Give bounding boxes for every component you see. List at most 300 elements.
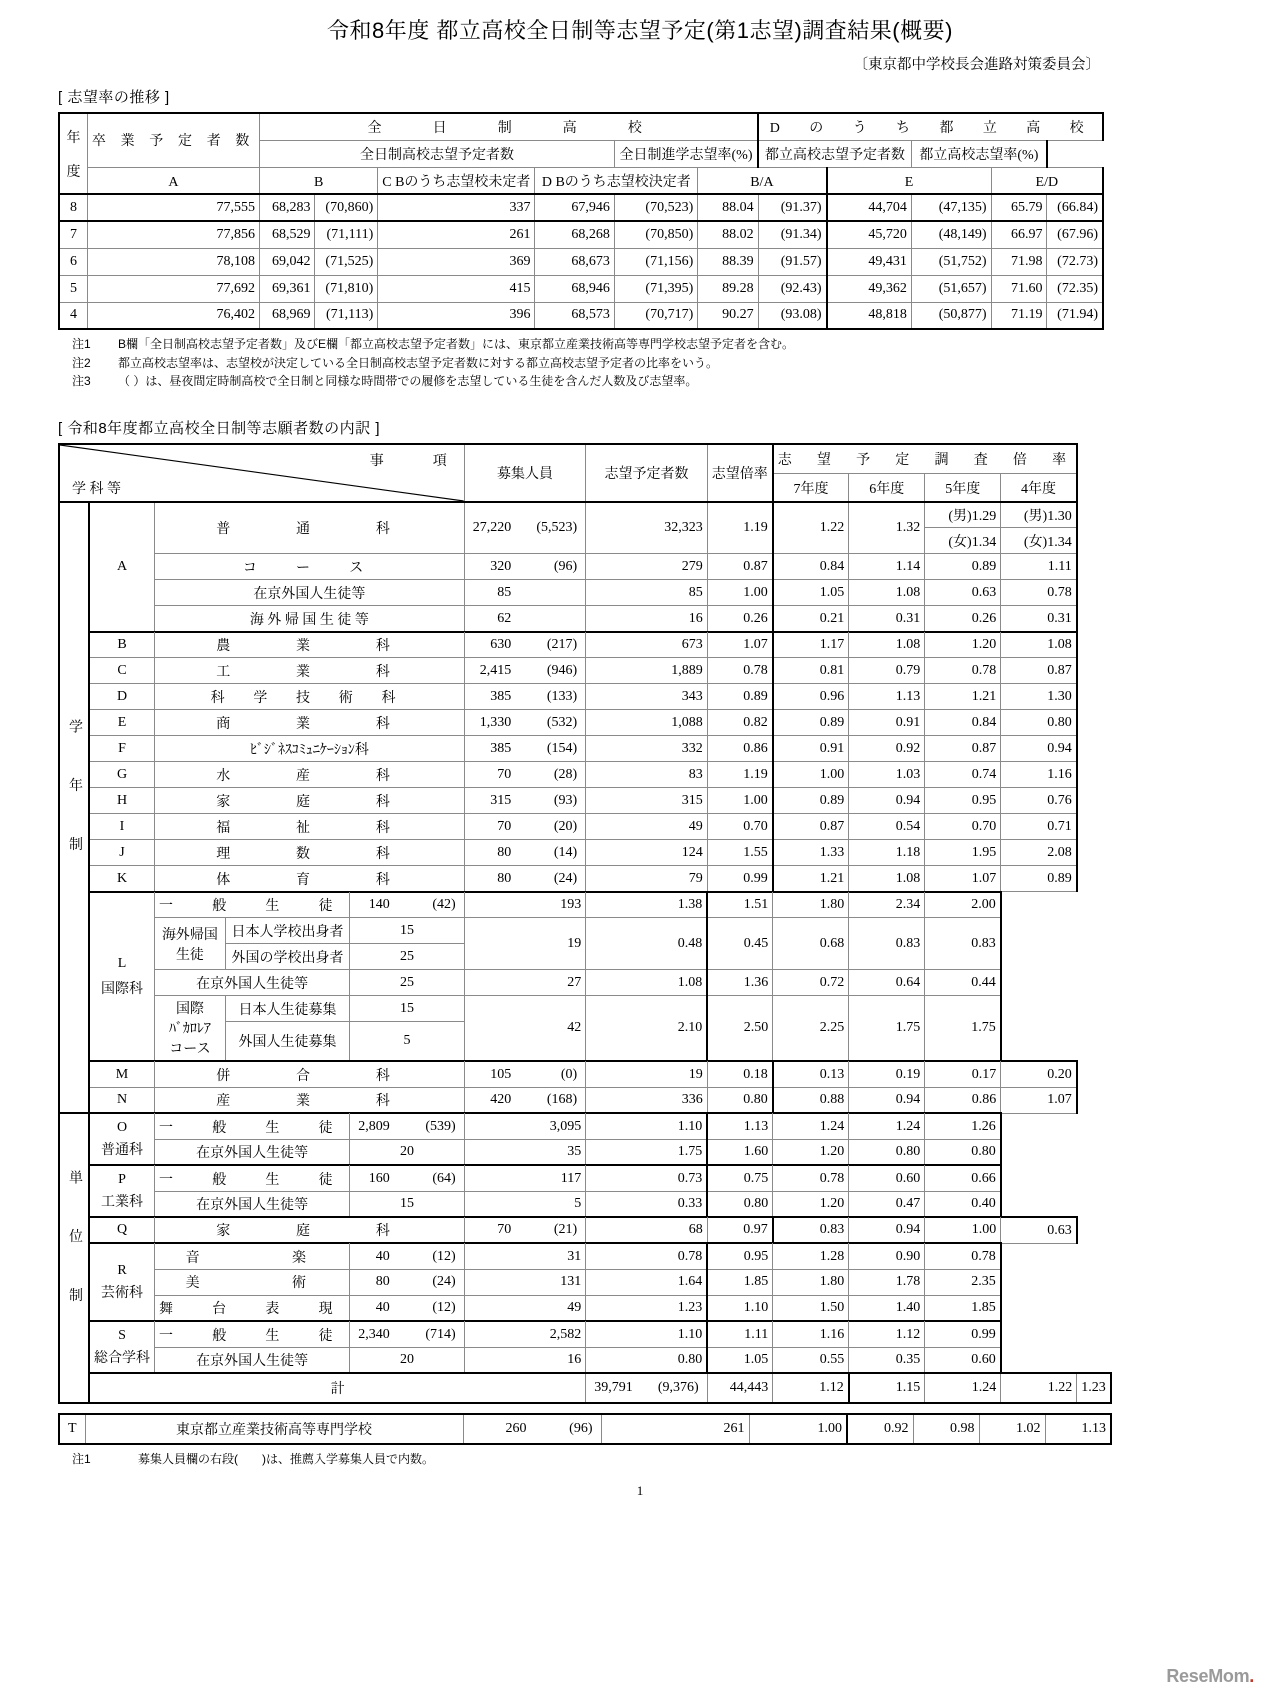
cell-y6: 1.16 — [773, 1321, 849, 1347]
cell-y6: 1.28 — [773, 1243, 849, 1269]
cell-y6: 1.24 — [773, 1113, 849, 1139]
note-item — [72, 1450, 1280, 1467]
cell-bai: 1.64 — [586, 1269, 708, 1295]
cell-shibou: 332 — [586, 736, 708, 762]
cell-b: 69,042 — [260, 248, 315, 275]
cell-y5: 0.26 — [925, 606, 1001, 632]
cell-sub: 一 般 生 徒 — [155, 1321, 350, 1347]
cell-shibou: 44,443 — [707, 1373, 773, 1403]
cell-y7: 0.89 — [773, 788, 849, 814]
cell-y4: 0.78 — [925, 1243, 1001, 1269]
cell-ed-paren: (72.35) — [1047, 275, 1103, 302]
cell-sub: 音 楽 — [155, 1243, 350, 1269]
cell-y7: 1.36 — [707, 970, 773, 996]
cell-y4: 1.75 — [925, 996, 1001, 1062]
th-shibou-yotei: 志望予定者数 — [604, 466, 689, 482]
cell-bai: 1.00 — [707, 580, 773, 606]
note-number: 注2 — [72, 355, 91, 370]
cell-y5: 1.07 — [925, 866, 1001, 892]
cell-y5: 0.60 — [849, 1165, 925, 1191]
cell-code: O 普通科 — [89, 1113, 155, 1165]
cell-bai: 0.18 — [707, 1061, 773, 1087]
cell-boshu: 40 (12) — [350, 1243, 465, 1269]
cell-year: 5 — [59, 275, 87, 302]
cell-y6: 0.91 — [849, 710, 925, 736]
cell-y4: 0.44 — [925, 970, 1001, 996]
cell-y6: 1.08 — [849, 580, 925, 606]
th-jikou: 事 項 — [369, 453, 454, 469]
cell-y5: 1.40 — [849, 1295, 925, 1321]
cell-y5-male: (男)1.29 — [925, 502, 1001, 528]
cell-y7: 0.88 — [773, 1087, 849, 1113]
table-row — [59, 221, 1103, 248]
cell-boshu: 62 — [464, 606, 586, 632]
cell-dept: 併 合 科 — [155, 1061, 465, 1087]
th-code-e: E — [904, 175, 914, 190]
cell-shibou: 261 — [601, 1414, 749, 1444]
cell-boshu: 39,791 (9,376) — [586, 1373, 708, 1403]
cell-y7: 1.13 — [707, 1113, 773, 1139]
cell-y4: 0.20 — [1001, 1061, 1077, 1087]
cell-ba: 88.02 — [698, 221, 758, 248]
cell-dept: 家 庭 科 — [155, 788, 465, 814]
table-row — [59, 194, 1103, 221]
cell-shibou: 1,889 — [586, 658, 708, 684]
cell-y4: 1.30 — [1001, 684, 1077, 710]
th-zennichi-group: 全 日 制 高 校 — [367, 120, 650, 136]
cell-code: M — [89, 1061, 155, 1087]
cell-e-paren: (51,752) — [911, 248, 991, 275]
cell-bai: 1.55 — [707, 840, 773, 866]
cell-dept: 体 育 科 — [155, 866, 465, 892]
cell-y7: 1.11 — [707, 1321, 773, 1347]
cell-bai: 1.19 — [707, 762, 773, 788]
cell-y6: 0.92 — [849, 736, 925, 762]
cell-ba-paren: (93.08) — [758, 302, 826, 329]
cell-y6: 1.20 — [773, 1191, 849, 1217]
cell-ed: 66.97 — [991, 221, 1047, 248]
cell-sub: 在京外国人生徒等 — [155, 970, 350, 996]
cell-c: 261 — [378, 221, 535, 248]
cell-y7: 1.22 — [773, 502, 849, 554]
cell-year: 8 — [59, 194, 87, 221]
cell-y6: 1.14 — [849, 554, 925, 580]
cell-d: 68,268 — [535, 221, 614, 248]
cell-y4: 1.07 — [1001, 1087, 1077, 1113]
cell-d-paren: (71,156) — [614, 248, 697, 275]
cell-b-paren: (71,810) — [315, 275, 378, 302]
cell-y5: 0.89 — [925, 554, 1001, 580]
cell-y6: 0.98 — [913, 1414, 979, 1444]
cell-boshu: 385 (154) — [464, 736, 586, 762]
cell-code: B — [89, 632, 155, 658]
cell-y5: 0.70 — [925, 814, 1001, 840]
kosen-row-table — [58, 1413, 1112, 1445]
cell-bai: 1.10 — [586, 1321, 708, 1347]
cell-dept: 産 業 科 — [155, 1087, 465, 1113]
table-row-total — [59, 1373, 1111, 1403]
cell-boshu: 27,220 (5,523) — [464, 502, 586, 554]
section1-notes — [72, 335, 1280, 391]
cell-y6: 1.50 — [773, 1295, 849, 1321]
cell-a: 76,402 — [87, 302, 259, 329]
cell-dept: 福 祉 科 — [155, 814, 465, 840]
cell-ed-paren: (71.94) — [1047, 302, 1103, 329]
resemom-watermark — [1166, 1666, 1254, 1687]
cell-y4: 0.31 — [1001, 606, 1077, 632]
cell-y7: 0.75 — [707, 1165, 773, 1191]
cell-ba-paren: (91.57) — [758, 248, 826, 275]
cell-boshu: 15 — [350, 1191, 465, 1217]
cell-y6: 0.72 — [773, 970, 849, 996]
th-toritsu-rate: 都立高校志望率(%) — [919, 147, 1039, 163]
cell-y6: 1.32 — [849, 502, 925, 554]
cell-code: G — [89, 762, 155, 788]
cell-boshu: 15 — [350, 996, 465, 1022]
cell-boshu: 25 — [350, 970, 465, 996]
cell-shibou: 85 — [586, 580, 708, 606]
cell-y5: 1.78 — [849, 1269, 925, 1295]
cell-bai: 0.87 — [707, 554, 773, 580]
cell-shibou: 124 — [586, 840, 708, 866]
cell-y7: 0.80 — [707, 1191, 773, 1217]
cell-ba: 90.27 — [698, 302, 758, 329]
cell-y4: 1.13 — [1045, 1414, 1111, 1444]
cell-bai: 0.48 — [586, 918, 708, 970]
cell-y5: 0.35 — [849, 1347, 925, 1373]
th-year-4: 4年度 — [1001, 474, 1077, 502]
th-year-line2: 度 — [66, 164, 81, 180]
cell-d-paren: (70,523) — [614, 194, 697, 221]
page-title: 令和8年度 都立高校全日制等志望予定(第1志望)調査結果(概要) — [327, 18, 953, 43]
cell-y6: 0.55 — [773, 1347, 849, 1373]
cell-bai: 0.73 — [586, 1165, 708, 1191]
cell-sub2: 日本人生徒募集 — [225, 996, 349, 1022]
cell-y5: 0.90 — [849, 1243, 925, 1269]
cell-ba-paren: (91.37) — [758, 194, 826, 221]
cell-b-paren: (71,113) — [315, 302, 378, 329]
cell-y6: 0.54 — [849, 814, 925, 840]
cell-d: 68,946 — [535, 275, 614, 302]
cell-shibou: 3,095 — [464, 1113, 586, 1139]
cell-y4: 0.71 — [1001, 814, 1077, 840]
cell-dept: 商 業 科 — [155, 710, 465, 736]
cell-y4: 0.60 — [925, 1347, 1001, 1373]
cell-y5: 0.17 — [925, 1061, 1001, 1087]
cell-shibou: 315 — [586, 788, 708, 814]
cell-boshu: 80 (24) — [350, 1269, 465, 1295]
note-item — [72, 354, 1280, 373]
cell-y7: 1.10 — [707, 1295, 773, 1321]
cell-boshu: 20 — [350, 1139, 465, 1165]
cell-y5: 0.74 — [925, 762, 1001, 788]
cell-bai: 1.12 — [773, 1373, 849, 1403]
cell-boshu: 2,340 (714) — [350, 1321, 465, 1347]
cell-b-paren: (71,111) — [315, 221, 378, 248]
cell-y4: 0.87 — [1001, 658, 1077, 684]
cell-y7: 0.81 — [773, 658, 849, 684]
th-shibou-bairitsu: 志望倍率 — [711, 466, 768, 482]
th-code-ba: B/A — [750, 175, 774, 190]
cell-boshu: 160 (64) — [350, 1165, 465, 1191]
cell-boshu: 85 — [464, 580, 586, 606]
cell-bai: 0.97 — [707, 1217, 773, 1243]
cell-boshu: 20 — [350, 1347, 465, 1373]
cell-e: 44,704 — [827, 194, 912, 221]
th-toritsu-group: D の う ち 都 立 高 校 — [769, 120, 1092, 136]
group-label-tanisei: 単位制 — [59, 1113, 89, 1403]
cell-y7: 1.60 — [707, 1139, 773, 1165]
cell-code: I — [89, 814, 155, 840]
note-number: 注1 — [72, 1452, 91, 1467]
watermark-text: ReseMom — [1166, 1666, 1250, 1686]
cell-dept: 普 通 科 — [155, 502, 465, 554]
cell-boshu: 260 (96) — [463, 1414, 601, 1444]
cell-bai: 0.89 — [707, 684, 773, 710]
cell-y4: 0.80 — [1001, 710, 1077, 736]
th-toritsu-applicants: 都立高校志望予定者数 — [764, 147, 905, 163]
cell-boshu: 40 (12) — [350, 1295, 465, 1321]
th-code-b: B — [313, 175, 324, 190]
cell-bai: 0.78 — [707, 658, 773, 684]
cell-y6: 0.94 — [849, 1217, 925, 1243]
cell-shibou: 32,323 — [586, 502, 708, 554]
cell-b: 68,969 — [260, 302, 315, 329]
cell-ba-paren: (92.43) — [758, 275, 826, 302]
th-boshu: 募集人員 — [496, 466, 553, 482]
cell-shibou: 1,088 — [586, 710, 708, 736]
cell-y7: 1.15 — [849, 1373, 925, 1403]
cell-y4: 0.63 — [1001, 1217, 1077, 1243]
section1-label: [ 志望率の推移 ] — [58, 89, 170, 106]
cell-d: 67,946 — [535, 194, 614, 221]
note-text: （ ）は、昼夜間定時制高校で全日制と同様な時間帯での履修を志望している生徒を含んだ人数及び志望率。 — [118, 374, 698, 389]
cell-bai: 1.75 — [586, 1139, 708, 1165]
cell-sub: 在京外国人生徒等 — [155, 1139, 350, 1165]
cell-d-paren: (70,850) — [614, 221, 697, 248]
cell-y6: 1.08 — [849, 866, 925, 892]
cell-boshu: 70 (20) — [464, 814, 586, 840]
group-label-gakunensei: 学年制 — [59, 502, 89, 1114]
cell-bai: 0.33 — [586, 1191, 708, 1217]
cell-total-label: 計 — [89, 1373, 586, 1403]
cell-c: 369 — [378, 248, 535, 275]
cell-year: 4 — [59, 302, 87, 329]
cell-e: 49,362 — [827, 275, 912, 302]
cell-code: F — [89, 736, 155, 762]
cell-y7: 0.83 — [773, 1217, 849, 1243]
cell-boshu: 320 (96) — [464, 554, 586, 580]
cell-y7: 1.17 — [773, 632, 849, 658]
cell-boshu: 70 (21) — [464, 1217, 586, 1243]
cell-y6: 0.78 — [773, 1165, 849, 1191]
shibou-rate-trend-table — [58, 112, 1104, 330]
cell-bai: 1.19 — [707, 502, 773, 554]
cell-boshu: 15 — [350, 918, 465, 944]
cell-bai: 1.07 — [707, 632, 773, 658]
cell-e-paren: (47,135) — [911, 194, 991, 221]
cell-y7: 1.51 — [707, 892, 773, 918]
cell-code: H — [89, 788, 155, 814]
cell-y4: 1.16 — [1001, 762, 1077, 788]
cell-y6: 0.68 — [773, 918, 849, 970]
cell-sub-group: 国際 ﾊﾞｶﾛﾚｱ コース — [155, 996, 226, 1062]
cell-d-paren: (70,717) — [614, 302, 697, 329]
cell-y6: 0.31 — [849, 606, 925, 632]
cell-dept: ﾋﾞｼﾞﾈｽｺﾐｭﾆｹｰｼｮﾝ科 — [155, 736, 465, 762]
cell-bai: 1.23 — [586, 1295, 708, 1321]
th-code-d: D Bのうち志望校決定者 — [541, 175, 691, 190]
cell-y6: 0.94 — [849, 1087, 925, 1113]
cell-e: 49,431 — [827, 248, 912, 275]
table-row — [59, 302, 1103, 329]
cell-boshu: 25 — [350, 944, 465, 970]
cell-sub2: 外国人生徒募集 — [225, 1022, 349, 1062]
cell-y4: 1.26 — [925, 1113, 1001, 1139]
cell-sub: コ ー ス — [155, 554, 465, 580]
cell-y7: 0.92 — [847, 1414, 913, 1444]
cell-y5: 2.34 — [849, 892, 925, 918]
th-code-ed: E/D — [1035, 175, 1059, 190]
cell-boshu: 315 (93) — [464, 788, 586, 814]
cell-bai: 0.86 — [707, 736, 773, 762]
cell-sub-group: 海外帰国 生徒 — [155, 918, 226, 970]
table-row — [59, 1414, 1111, 1444]
cell-y4: 0.66 — [925, 1165, 1001, 1191]
cell-y5: 0.64 — [849, 970, 925, 996]
table-row — [59, 502, 1111, 528]
cell-bai: 1.10 — [586, 1113, 708, 1139]
page-subtitle: 〔東京都中学校長会進路対策委員会〕 — [853, 57, 1100, 73]
cell-boshu: 1,330 (532) — [464, 710, 586, 736]
cell-y6: 1.80 — [773, 892, 849, 918]
cell-sub: 一 般 生 徒 — [155, 1165, 350, 1191]
cell-sub: 美 術 — [155, 1269, 350, 1295]
cell-code-t: T — [59, 1414, 85, 1444]
cell-e: 45,720 — [827, 221, 912, 248]
cell-code: K — [89, 866, 155, 892]
cell-y4-male: (男)1.30 — [1001, 502, 1077, 528]
cell-y5: 1.95 — [925, 840, 1001, 866]
cell-dept: 科 学 技 術 科 — [155, 684, 465, 710]
cell-y4: 0.76 — [1001, 788, 1077, 814]
cell-y7: 0.45 — [707, 918, 773, 970]
cell-y4: 2.00 — [925, 892, 1001, 918]
cell-y5: 0.63 — [925, 580, 1001, 606]
cell-y5: 0.87 — [925, 736, 1001, 762]
cell-bai: 1.00 — [749, 1414, 847, 1444]
cell-shibou: 42 — [464, 996, 586, 1062]
cell-code: P 工業科 — [89, 1165, 155, 1217]
cell-y7: 0.13 — [773, 1061, 849, 1087]
cell-e-paren: (51,657) — [911, 275, 991, 302]
cell-boshu: 2,415 (946) — [464, 658, 586, 684]
cell-shibou: 49 — [464, 1295, 586, 1321]
cell-dept: 工 業 科 — [155, 658, 465, 684]
cell-y6: 2.25 — [773, 996, 849, 1062]
cell-y5: 1.12 — [849, 1321, 925, 1347]
cell-y7: 2.50 — [707, 996, 773, 1062]
cell-y4: 0.89 — [1001, 866, 1077, 892]
cell-y6: 0.94 — [849, 788, 925, 814]
page-number: 1 — [636, 1483, 644, 1499]
cell-c: 415 — [378, 275, 535, 302]
cell-y7: 0.91 — [773, 736, 849, 762]
cell-boshu: 70 (28) — [464, 762, 586, 788]
cell-ed: 71.60 — [991, 275, 1047, 302]
cell-e: 48,818 — [827, 302, 912, 329]
cell-sub: 在京外国人生徒等 — [155, 1191, 350, 1217]
cell-code: A — [89, 502, 155, 632]
th-zennichi-applicants: 全日制高校志望予定者数 — [359, 147, 514, 163]
cell-ed-paren: (66.84) — [1047, 194, 1103, 221]
cell-y5-female: (女)1.34 — [925, 528, 1001, 554]
cell-code: E — [89, 710, 155, 736]
th-year-line1: 年 — [66, 130, 81, 146]
cell-d-paren: (71,395) — [614, 275, 697, 302]
note-number: 注3 — [72, 374, 91, 389]
cell-sub: 一 般 生 徒 — [155, 892, 350, 918]
th-year-6: 6年度 — [849, 474, 925, 502]
cell-a: 77,856 — [87, 221, 259, 248]
th-graduates: 卒 業 予 定 者 数 — [91, 134, 256, 150]
cell-dept: 農 業 科 — [155, 632, 465, 658]
section2-note — [72, 1450, 1280, 1467]
cell-y6: 1.08 — [849, 632, 925, 658]
cell-code: J — [89, 840, 155, 866]
cell-d: 68,573 — [535, 302, 614, 329]
cell-boshu: 140 (42) — [350, 892, 465, 918]
cell-shibou: 19 — [586, 1061, 708, 1087]
cell-y4: 0.99 — [925, 1321, 1001, 1347]
cell-a: 78,108 — [87, 248, 259, 275]
cell-c: 396 — [378, 302, 535, 329]
note-number: 注1 — [72, 337, 91, 351]
cell-boshu: 80 (14) — [464, 840, 586, 866]
cell-b: 68,283 — [260, 194, 315, 221]
th-zennichi-rate: 全日制進学志望率(%) — [619, 147, 753, 163]
applicants-breakdown-table — [58, 443, 1112, 1405]
cell-y5: 0.80 — [849, 1139, 925, 1165]
cell-boshu: 630 (217) — [464, 632, 586, 658]
cell-y5: 0.78 — [925, 658, 1001, 684]
cell-shibou: 5 — [464, 1191, 586, 1217]
cell-shibou: 68 — [586, 1217, 708, 1243]
cell-sub: 一 般 生 徒 — [155, 1113, 350, 1139]
cell-dept: 家 庭 科 — [155, 1217, 465, 1243]
th-gakka: 学 科 等 — [72, 481, 121, 497]
cell-shibou: 19 — [464, 918, 586, 970]
cell-shibou: 131 — [464, 1269, 586, 1295]
cell-shibou: 343 — [586, 684, 708, 710]
cell-y5: 1.22 — [1001, 1373, 1077, 1403]
cell-bai: 1.08 — [586, 970, 708, 996]
cell-shibou: 193 — [464, 892, 586, 918]
cell-y7: 0.21 — [773, 606, 849, 632]
cell-e-paren: (50,877) — [911, 302, 991, 329]
cell-ba: 88.04 — [698, 194, 758, 221]
cell-shibou: 673 — [586, 632, 708, 658]
cell-a: 77,555 — [87, 194, 259, 221]
cell-y5: 1.00 — [925, 1217, 1001, 1243]
cell-code: Q — [89, 1217, 155, 1243]
note-text: B欄「全日制高校志望予定者数」及びE欄「都立高校志望予定者数」には、東京都立産業技術高等専門学校志望予定者を含む。 — [118, 337, 795, 351]
cell-bai: 0.99 — [707, 866, 773, 892]
cell-boshu: 385 (133) — [464, 684, 586, 710]
cell-sub2: 外国の学校出身者 — [225, 944, 349, 970]
cell-bai: 0.78 — [586, 1243, 708, 1269]
cell-sub: 舞 台 表 現 — [155, 1295, 350, 1321]
